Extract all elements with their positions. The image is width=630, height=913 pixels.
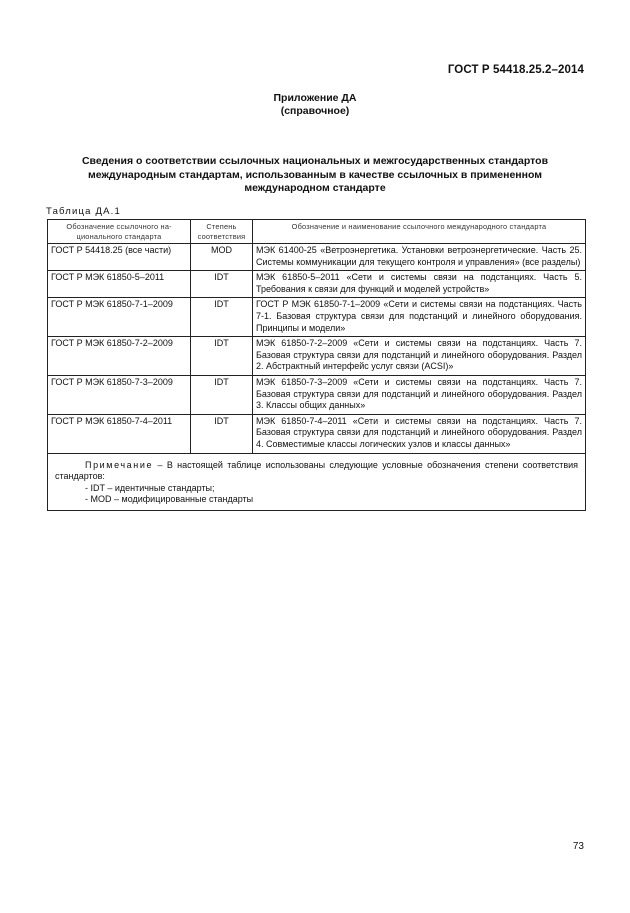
cell-standard: ГОСТ Р МЭК 61850-7-2–2009: [48, 337, 191, 376]
table-row: [48, 298, 586, 337]
cell-standard: ГОСТ Р 54418.25 (все части): [48, 244, 191, 271]
cell-degree: MOD: [191, 244, 253, 271]
cell-description: МЭК 61850-7-4–2011 «Сети и системы связи на подстанциях. Часть 7. Базовая структура связи для подстанций и линейного оборудования. Раздел 4. Совместимые классы логических узлов и классы данных»: [253, 414, 586, 453]
note-paragraph: [55, 460, 578, 483]
header-national-standard: Обозначение ссылочного национального стандарта: [48, 220, 191, 244]
cell-degree: IDT: [191, 337, 253, 376]
header-international-standard: Обозначение и наименование ссылочного международного стандарта: [253, 220, 586, 244]
table-row: [48, 337, 586, 376]
table-row: [48, 414, 586, 453]
appendix-subtitle: (справочное): [280, 105, 350, 117]
page-number: 73: [572, 841, 584, 852]
note-text: – В настоящей таблице использованы следующие условные обозначения степени соответствия стандартов:: [55, 459, 578, 482]
cell-standard: ГОСТ Р МЭК 61850-7-3–2009: [48, 375, 191, 414]
section-heading: [60, 155, 570, 196]
table-caption: Таблица ДА.1: [46, 206, 121, 217]
correspondence-table-wrapper: [47, 219, 585, 511]
cell-description: МЭК 61850-5–2011 «Сети и системы связи на подстанциях. Часть 5. Требования к связи для функций и моделей устройств»: [253, 271, 586, 298]
table-note-row: [48, 453, 586, 510]
appendix-title: Приложение ДА: [273, 92, 357, 104]
cell-standard: ГОСТ Р МЭК 61850-7-1–2009: [48, 298, 191, 337]
header-degree: Степень соответствия: [191, 220, 253, 244]
table-note: [48, 453, 586, 510]
cell-description: МЭК 61850-7-2–2009 «Сети и системы связи на подстанциях. Часть 7. Базовая структура связи для подстанций и линейного оборудования. Раздел 2. Абстрактный интерфейс услуг связи (ACSI)»: [253, 337, 586, 376]
cell-degree: IDT: [191, 375, 253, 414]
cell-description: МЭК 61850-7-3–2009 «Сети и системы связи на подстанциях. Часть 7. Базовая структура связи для подстанций и линейного оборудования. Раздел 3. Классы общих данных»: [253, 375, 586, 414]
cell-degree: IDT: [191, 271, 253, 298]
cell-degree: IDT: [191, 414, 253, 453]
document-code: ГОСТ Р 54418.25.2–2014: [447, 64, 584, 76]
note-label: Примечание: [85, 459, 154, 470]
table-row: [48, 271, 586, 298]
appendix-block: [0, 92, 630, 118]
table-header-row: [48, 220, 586, 244]
heading-line: международным стандартам, использованным в качестве ссылочных в примененном: [87, 168, 543, 181]
table-row: [48, 375, 586, 414]
cell-description: ГОСТ Р МЭК 61850-7-1–2009 «Сети и системы связи на подстанциях. Часть 7-1. Базовая структура связи для подстанций и линейного оборудования. Принципы и модели»: [253, 298, 586, 337]
cell-degree: IDT: [191, 298, 253, 337]
correspondence-table: [47, 219, 586, 511]
note-item: - IDT – идентичные стандарты;: [85, 482, 215, 493]
heading-line: международном стандарте: [244, 182, 386, 194]
cell-standard: ГОСТ Р МЭК 61850-7-4–2011: [48, 414, 191, 453]
cell-description: МЭК 61400-25 «Ветроэнергетика. Установки ветроэнергетические. Часть 25. Системы коммуникации для текущего контроля и управления» (все разделы): [253, 244, 586, 271]
table-row: [48, 244, 586, 271]
cell-standard: ГОСТ Р МЭК 61850-5–2011: [48, 271, 191, 298]
note-item: - MOD – модифицированные стандарты: [85, 494, 254, 505]
heading-line: Сведения о соответствии ссылочных национальных и межгосударственных стандартов: [81, 155, 549, 167]
